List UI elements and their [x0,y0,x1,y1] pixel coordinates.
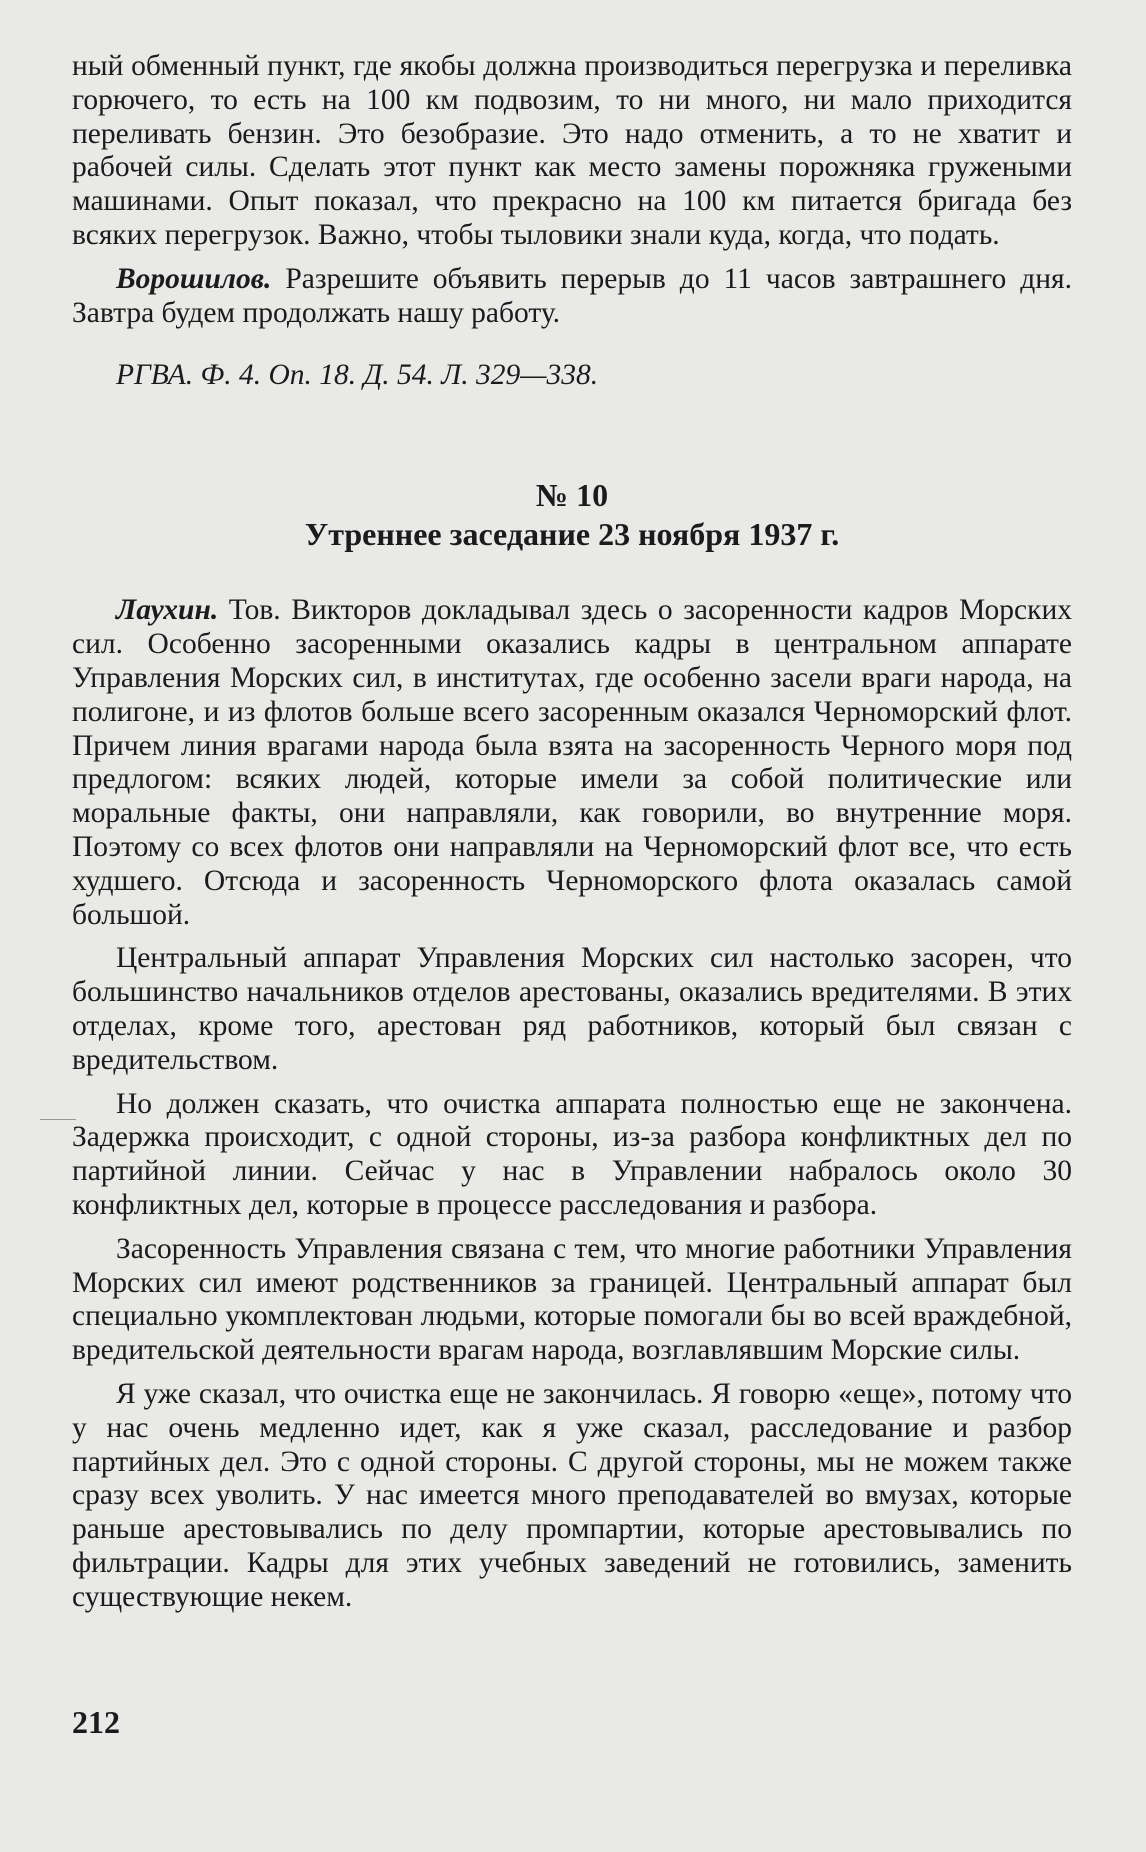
speaker-name: Лаухин. [116,594,219,627]
body-paragraph: Засоренность Управления связана с тем, что многие работники Управления Морских сил имеют родственников за границей. Центральный аппарат был специально укомплектован людьми, которые помогали бы во всей враждебной, вредительской деятельности врагам народа, возглавлявшим Морские силы. [72,1232,1072,1367]
speaker-name: Ворошилов. [116,262,272,295]
intro-paragraph: ный обменный пункт, где якобы должна производиться перегрузка и переливка горючего, то есть на 100 км подвозим, то ни много, ни мало приходится переливать бензин. Это безобразие. Это надо отменить, а то не хватит и рабочей силы. Сделать этот пункт как место замены порожняка гружеными машинами. Опыт показал, что прекрасно на 100 км питается бригада без всяких перегрузок. Важно, чтобы тыловики знали куда, когда, что подать. [72,50,1072,251]
document-number: № 10 [535,477,609,514]
archive-reference: РГВА. Ф. 4. Оп. 18. Д. 54. Л. 329—338. [116,359,599,392]
margin-mark [40,1119,76,1120]
speech-text: Тов. Викторов докладывал здесь о засоренности кадров Морских сил. Особенно засоренными оказались кадры в центральном аппарате Управления Морских сил, в институтах, где особенно засели враги народа, на полигоне, и из флотов больше всего засоренным оказался Черноморский флот. Причем линия врагами народа была взята на засоренность Черного моря под предлогом: всяких людей, которые имели за собой политические или моральные факты, они направляли, как говорили, во внутренние моря. Поэтому со всех флотов они направляли на Черноморский флот все, что есть худшего. Отсюда и засоренность Черноморского флота оказалась самой большой. [72,594,1072,931]
body-paragraph: Я уже сказал, что очистка еще не закончилась. Я говорю «еще», потому что у нас очень медленно идет, как я уже сказал, расследование и разбор партийных дел. Это с одной стороны. С другой стороны, мы не можем также сразу всех уволить. У нас имеется много преподавателей во вмузах, которые раньше арестовывались по делу промпартии, которые арестовывались по фильтрации. Кадры для этих учебных заведений не готовились, заменить существующие некем. [72,1377,1072,1613]
document-body [72,594,1072,1614]
page-number: 212 [72,1704,120,1740]
voroshilov-paragraph [72,263,1072,331]
speech-text: Разрешите объявить перерыв до 11 часов завтрашнего дня. Завтра будем продолжать нашу работу. [72,262,1072,329]
laukhin-paragraph [72,594,1072,932]
document-page [72,50,1072,1614]
body-paragraph: Но должен сказать, что очистка аппарата полностью еще не закончена. Задержка происходит, с одной стороны, из-за разбора конфликтных дел по партийной линии. Сейчас у нас в Управлении набралось около 30 конфликтных дел, которые в процессе расследования и разбора. [72,1087,1072,1221]
document-title: Утреннее заседание 23 ноября 1937 г. [304,516,840,553]
body-paragraph: Центральный аппарат Управления Морских сил настолько засорен, что большинство начальников отделов арестованы, оказались вредителями. В этих отделах, кроме того, арестован ряд работников, который был связан с вредительством. [72,942,1072,1076]
